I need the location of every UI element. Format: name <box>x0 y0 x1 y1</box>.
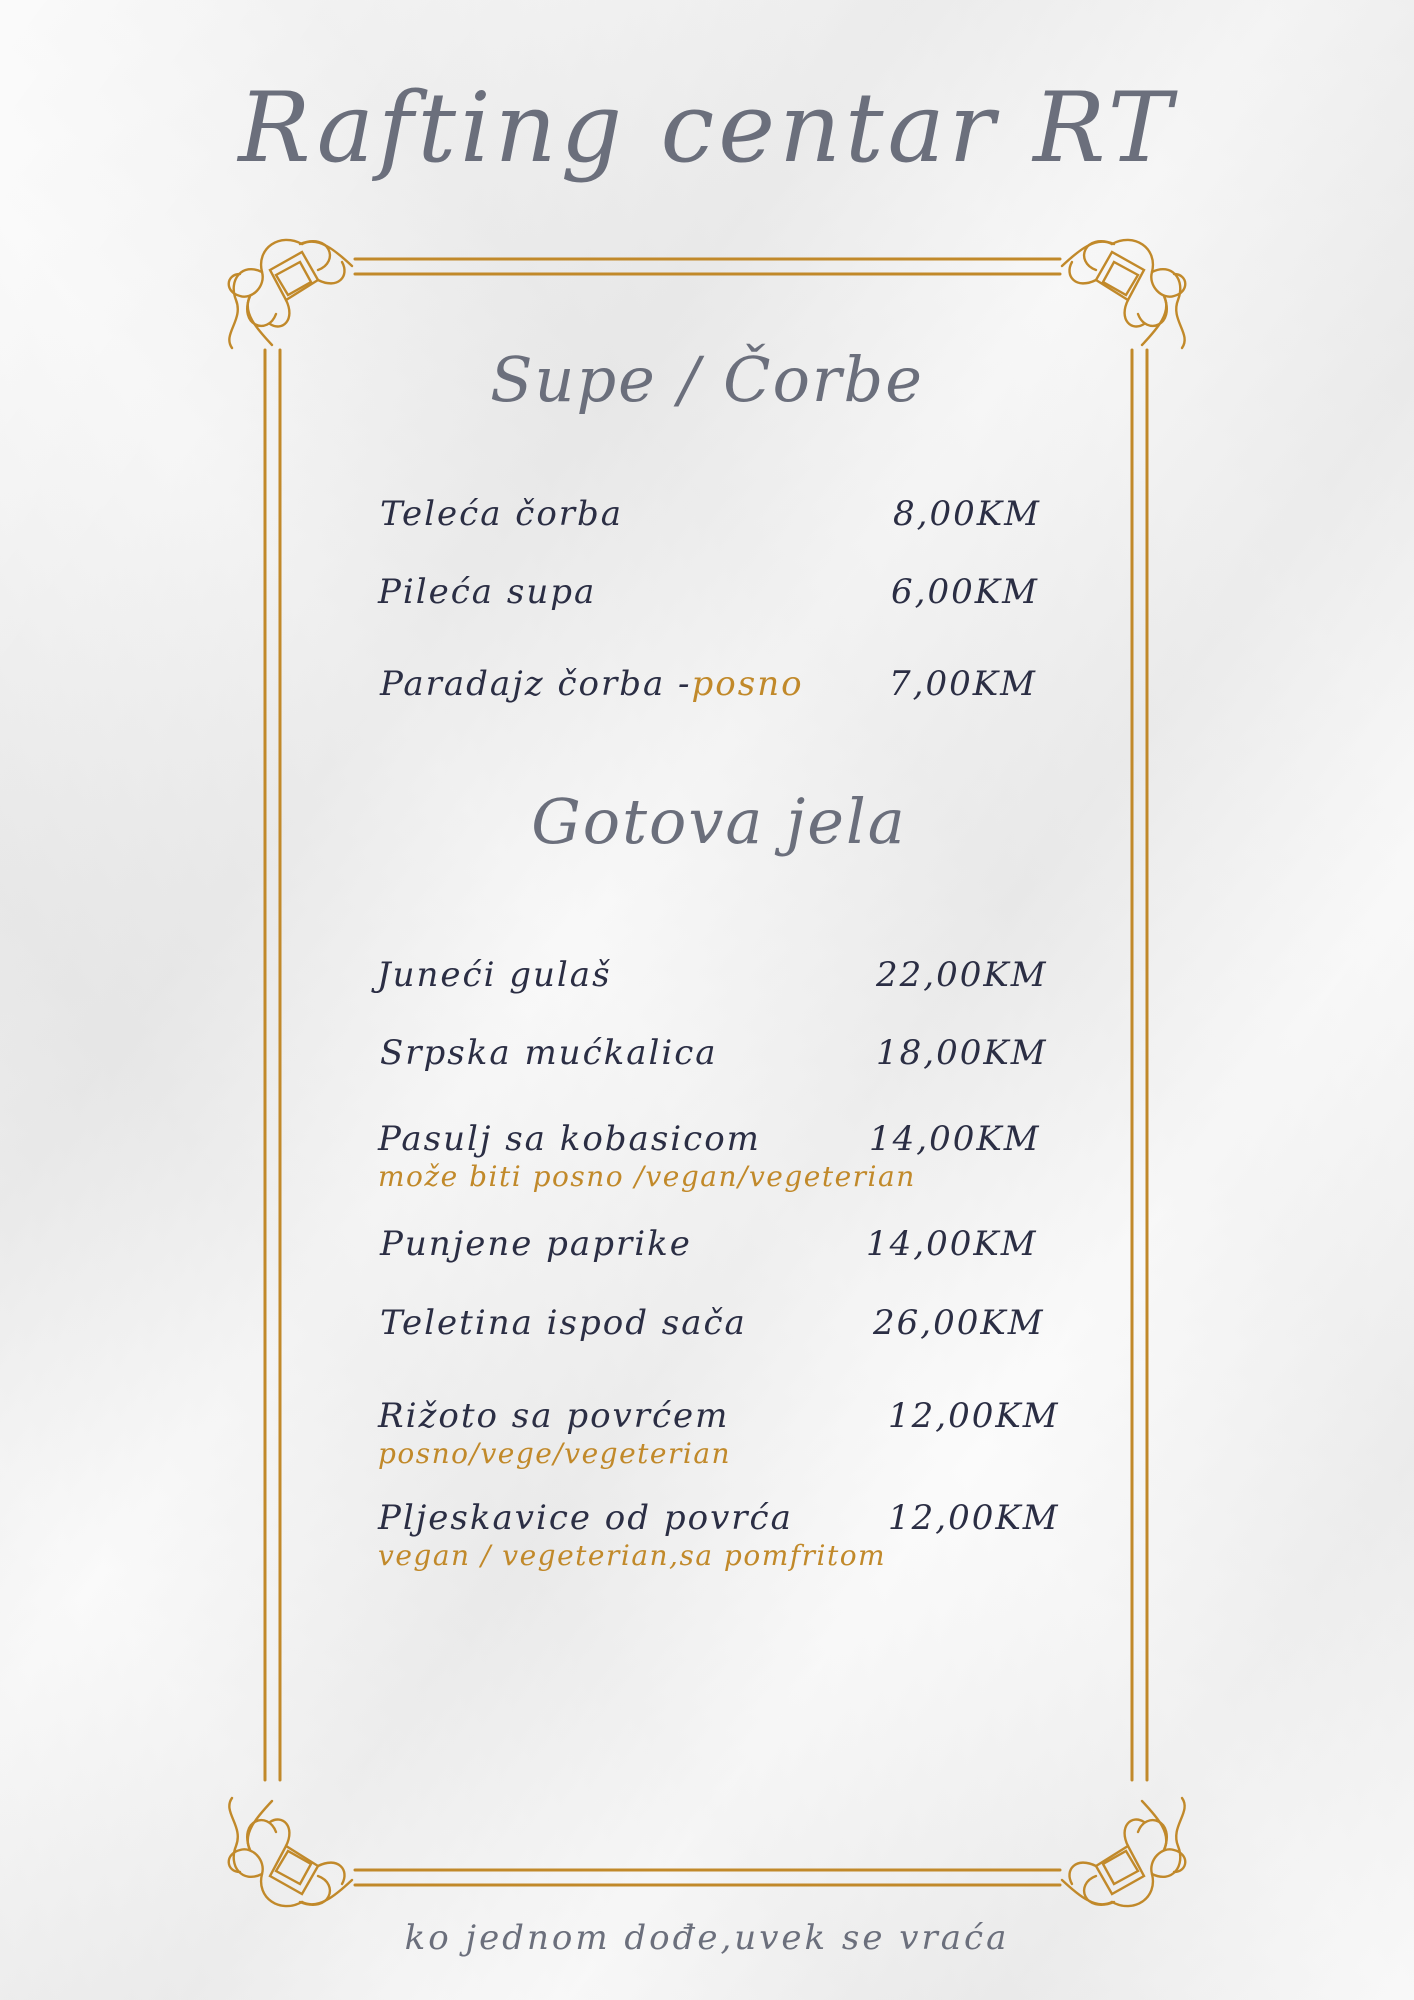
menu-item-price: 8,00KM <box>893 494 1041 534</box>
menu-item-note: može biti posno /vegan/vegeterian <box>378 1160 916 1193</box>
section-title-ready-meals: Gotova jela <box>531 785 907 858</box>
menu-item-price: 14,00KM <box>869 1119 1041 1159</box>
menu-item-name: Paradajz čorba -posno <box>380 664 804 704</box>
menu-item-name: Pileća supa <box>378 572 597 612</box>
menu-item-name: Teleća čorba <box>380 494 624 534</box>
menu-item-price: 12,00KM <box>888 1498 1060 1538</box>
section-title-soups: Supe / Čorbe <box>490 343 924 416</box>
menu-item-price: 6,00KM <box>891 572 1039 612</box>
menu-item-price: 22,00KM <box>876 955 1048 995</box>
menu-item-name: Pasulj sa kobasicom <box>378 1119 761 1159</box>
menu-item-price: 7,00KM <box>889 664 1037 704</box>
menu-item-name: Punjene paprike <box>380 1224 692 1264</box>
footer-tagline: ko jednom dođe,uvek se vraća <box>404 1918 1010 1958</box>
menu-item-price: 12,00KM <box>888 1396 1060 1436</box>
menu-item-note: posno/vege/vegeterian <box>378 1437 732 1470</box>
menu-title: Rafting centar RT <box>238 72 1176 184</box>
menu-item-price: 14,00KM <box>866 1224 1038 1264</box>
menu-item-name: Rižoto sa povrćem <box>378 1396 730 1436</box>
menu-item-note: vegan / vegeterian,sa pomfritom <box>378 1539 887 1572</box>
menu-item-name: Srpska mućkalica <box>380 1033 718 1073</box>
menu-item-note: posno <box>691 664 804 704</box>
menu-item-name: Juneći gulaš <box>377 955 612 995</box>
menu-item-name: Pljeskavice od povrća <box>378 1498 793 1538</box>
menu-item-name: Teletina ispod sača <box>380 1303 747 1343</box>
menu-item-price: 26,00KM <box>873 1303 1045 1343</box>
menu-item-price: 18,00KM <box>876 1033 1048 1073</box>
